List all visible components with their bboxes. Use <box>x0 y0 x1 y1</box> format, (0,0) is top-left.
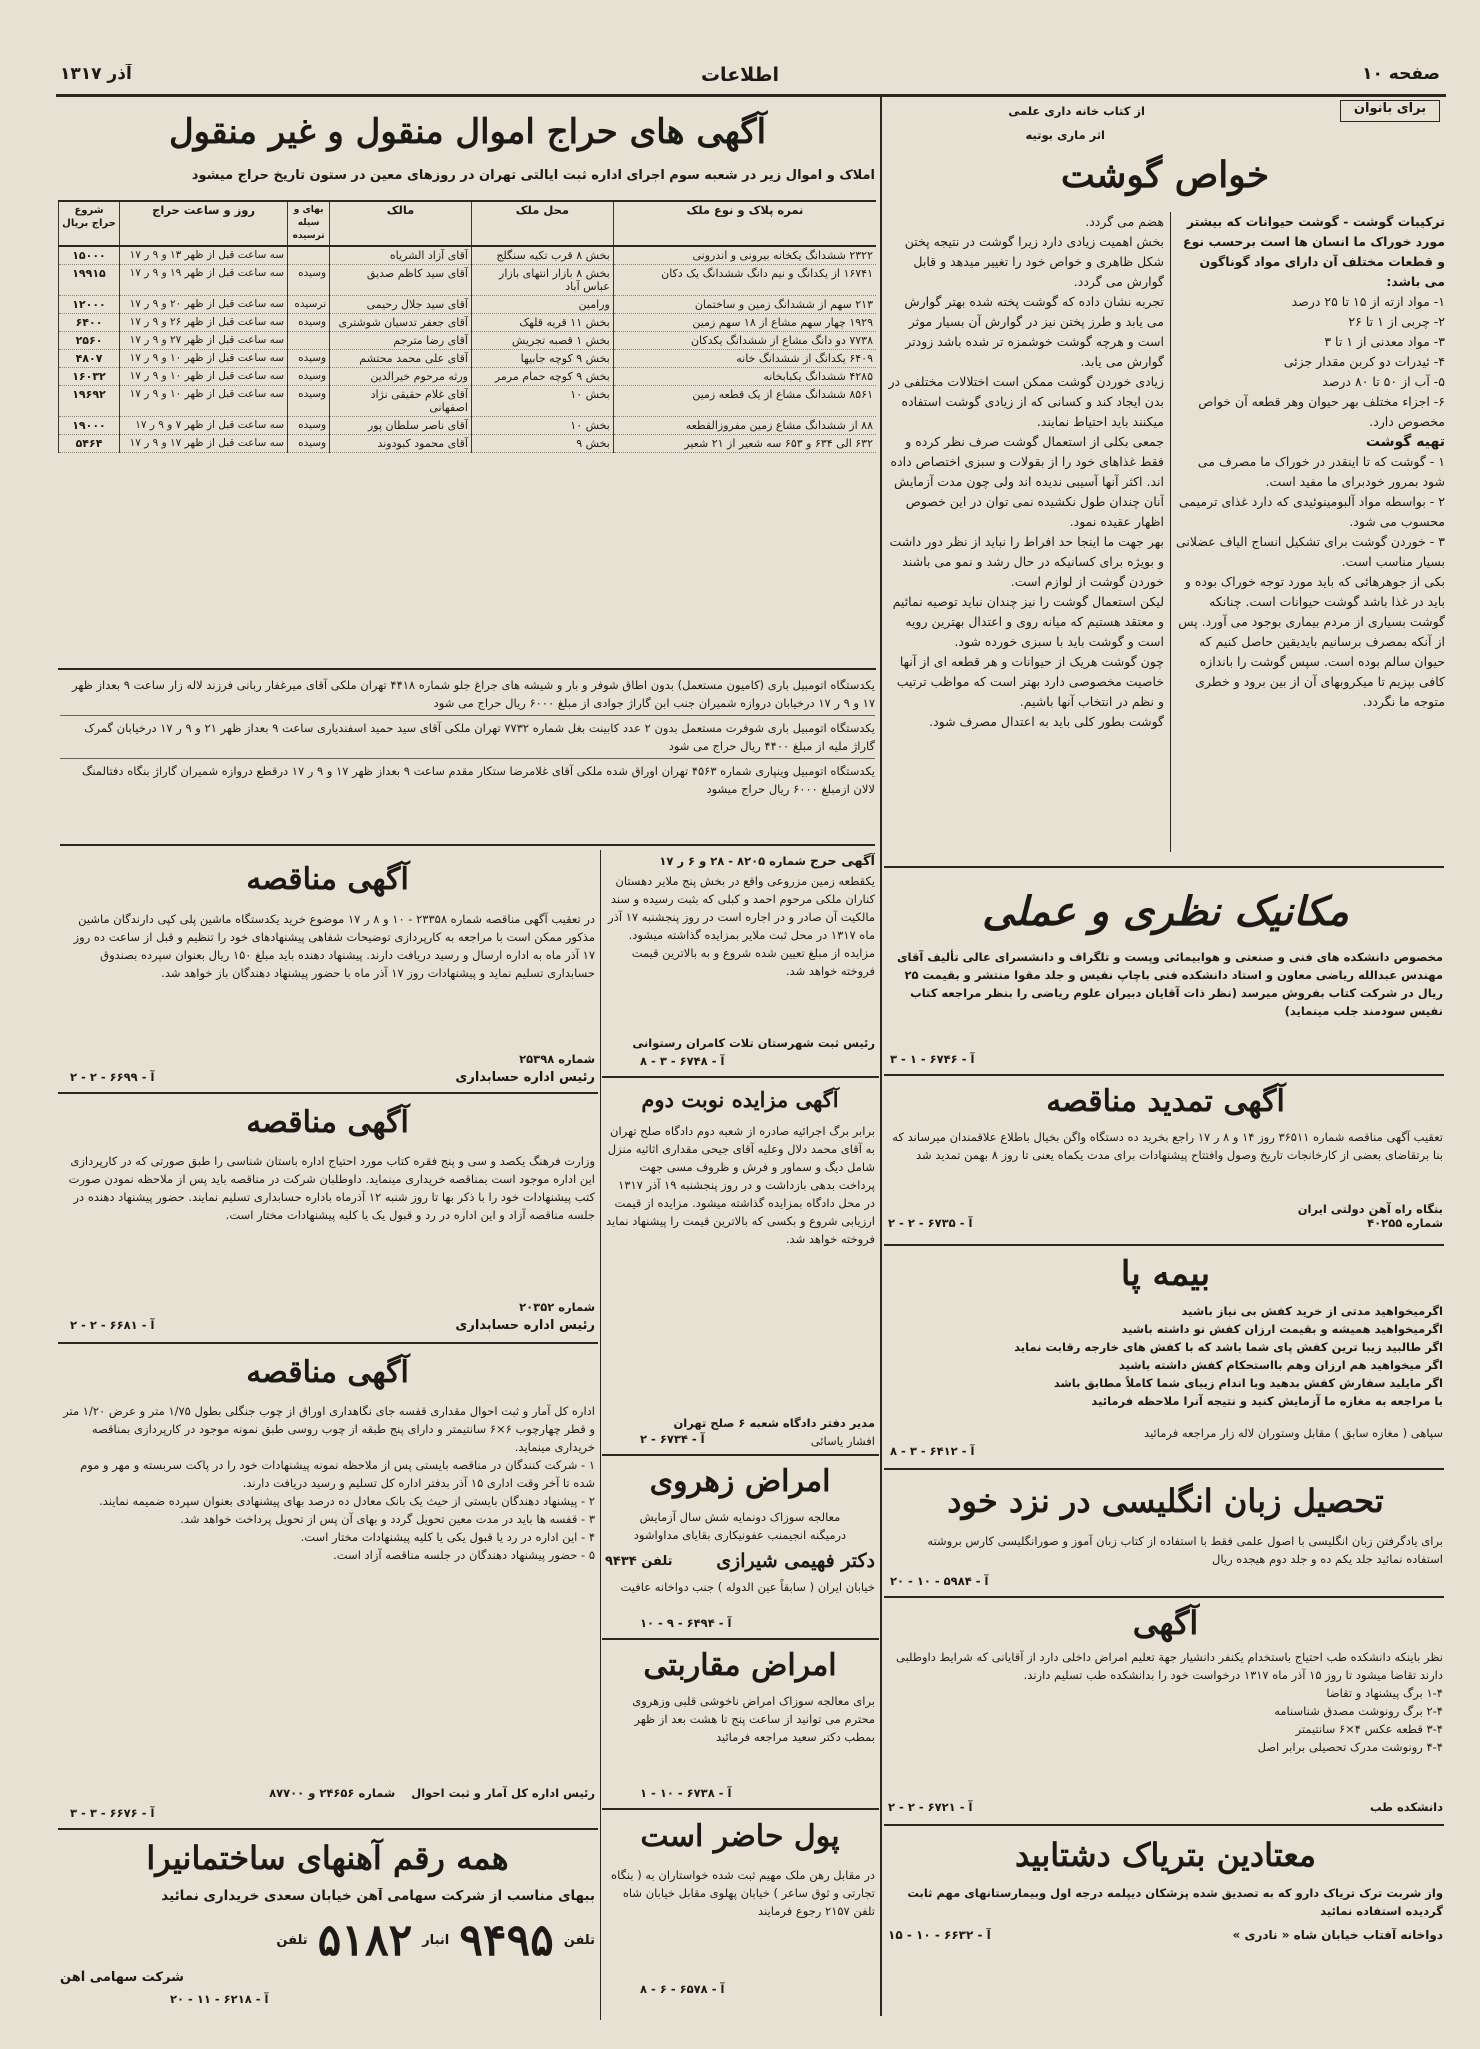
article-paragraph: هضم می گردد. <box>1085 214 1164 229</box>
table-cell: ۱۶۰۳۲ <box>59 368 120 386</box>
addicts-ad-title: معتادین بتریاک دشتابید <box>1014 1836 1317 1874</box>
table-cell: ۲۱۳ سهم از ششدانگ زمین و ساختمان <box>613 296 876 314</box>
ad-divider <box>884 866 1444 868</box>
faculty-ad-title: آگهی <box>1132 1604 1199 1642</box>
table-cell: ۱۲۰۰۰ <box>59 296 120 314</box>
table-cell: سه ساعت قبل از ظهر ۲۷ و ۹ ر ۱۷ <box>120 332 288 350</box>
table-cell: ۸۵۶۱ ششدانگ مشاع از یک قطعه زمین <box>613 386 876 417</box>
faculty-ad-code: آ - ۶۷۲۱ - ۲ - ۲ <box>888 1800 973 1814</box>
tender2-code: آ - ۶۶۸۱ - ۲ - ۲ <box>70 1318 155 1332</box>
table-cell: وسیده <box>288 350 330 368</box>
table-cell: ۸۸ از ششدانگ مشاع زمین مفروزالقطعه <box>613 417 876 435</box>
article-paragraph: جمعی بکلی از استعمال گوشت صرف نظر کرده و فقط غذاهای خود را از بقولات و سبزی اختصاص داده اند. اکثر آنها آسیبی ندیده اند ولی چون مدت آزمایش آنان چندان طول نکشیده نمی توان در این خصوص اظهار عقیده نمود. <box>890 434 1164 529</box>
phone-number: ۹۴۹۵ <box>459 1914 554 1966</box>
table-cell: ۱۵۰۰۰ <box>59 246 120 265</box>
phone-label: تلفن <box>563 1932 595 1948</box>
addicts-ad-address: دواخانه آفتاب خیابان شاه « نادری » <box>1232 1928 1443 1942</box>
tender2-sign: رئیس اداره حسابداری <box>455 1318 595 1333</box>
insurance-ad-code: آ - ۶۴۱۲ - ۳ - ۸ <box>890 1444 975 1458</box>
article-list-item: ۱- مواد ازته از ۱۵ تا ۲۵ درصد <box>1291 294 1445 309</box>
article-paragraph: بهر جهت ما اینجا حد افراط را نباید از نظر دور داشت و بویژه برای کسانیکه در حال رشد و نمو می باشند خوردن گوشت از لوازم است. <box>889 534 1164 589</box>
masthead-rule <box>56 94 1446 97</box>
doctor-ad1-doctor-line <box>605 1546 875 1576</box>
table-cell: آقای غلام حقیقی نژاد اصفهانی <box>330 386 472 417</box>
tender3-item: ۵ - حضور پیشنهاد دهندگان در جلسه مناقصه آزاد است. <box>333 1548 595 1562</box>
mechanics-ad-code: آ - ۶۷۴۶ - ۱ - ۳ <box>890 1052 975 1066</box>
col-header: شروع حراج بریال <box>59 202 120 246</box>
table-cell: نرسیده <box>288 296 330 314</box>
english-ad-text: برای یادگرفتن زبان انگلیسی با اصول علمی فقط با استفاده از کتاب زبان آموز و صورانگلیسی کارس بروشته استفاده نمائید جلد یکم ده و جلد دوم هیجده ریال <box>927 1534 1443 1566</box>
tender3-sign: رئیس اداره کل آمار و ثبت احوال <box>411 1786 595 1800</box>
table-cell: سه ساعت قبل از ظهر ۱۷ و ۹ ر ۱۷ <box>120 435 288 453</box>
article-list-item: ۳- مواد معدنی از ۱ تا ۳ <box>1324 334 1445 349</box>
tender1-text: در تعقیب آگهی مناقصه شماره ۲۳۳۵۸ - ۱۰ و ۸ ر ۱۷ موضوع خرید یکدستگاه ماشین پلی کپی دارندگان ماشین مذکور ممکن است با مراجعه به کارپردازی توضیحات شفاهی پیشنهادهای خود را تنظیم و قبل از ساعت ده روز ۱۷ آذر ماه به اداره ارسال و رسید دریافت دارند. پیشنهاد دهنده باید مبلغ ۱۵۰ ریال بعنوان سپرده بصندوق حسابداری تسلیم نماید و پیشنهادات روز ۱۷ آذر ماه با حضور پیشنهاد دهندگان باز خواهد شد. <box>73 912 595 980</box>
article-column-divider <box>1170 212 1171 852</box>
article-list-item: ۶- اجزاء مختلف بهر حیوان وهر قطعه آن خواص مخصوص دارد. <box>1198 394 1445 429</box>
page-date: آذر ۱۳۱۷ <box>60 64 132 84</box>
ad-divider <box>602 1808 879 1810</box>
english-ad-title: تحصیل زبان انگلیسی در نزد خود <box>947 1482 1384 1520</box>
tender2-text: وزارت فرهنگ یکصد و سی و پنج فقره کتاب مورد احتیاج اداره باستان شناسی را طبق صورتی که در کارپردازی این اداره موجود است بمناقصه خریداری مینماید. داوطلبان شرکت در مناقصه باید پس از ملاحظه نمودن صورت کتب پیشنهادات خود را با ذکر بها تا روز شنبه ۱۲ آذرماه باداره حسابداری تسلیم نمایند. حضور پیشنهاد دهنده در جلسه مناقصه آزاد و این اداره در رد و قبول یک یا کلیه پیشنهادات مختار است. <box>68 1154 595 1222</box>
auction-subtitle: املاک و اموال زیر در شعبه سوم اجرای اداره ثبت ایالتی تهران در روزهای معین در ستون تاریخ حراج میشود <box>191 168 875 183</box>
faculty-ad-item: ۲-۴ برگ رونوشت مصدق شناسنامه <box>1274 1704 1443 1718</box>
table-cell: آقای محمود کبودوند <box>330 435 472 453</box>
article-col-right <box>1175 212 1445 852</box>
tender3-text <box>60 1402 595 1782</box>
insurance-ad-title: بیمه پا <box>1120 1254 1211 1294</box>
table-cell: سه ساعت قبل از ظهر ۱۳ و ۹ ر ۱۷ <box>120 246 288 265</box>
mid-auction-number <box>605 852 875 870</box>
auction-note: یکدستگاه اتومبیل باری شوفرت مستعمل بدون ۲ عدد کابینت بغل شماره ۷۷۳۲ تهران ملکی آقای سید حمید اسفندیاری ساعت ۹ بعداز ظهر ۲۱ و ۹ ر ۱۷ درخیابان گمرک گاراژ ملیه از مبلغ ۴۴۰۰ ریال حراج می شود <box>60 716 875 759</box>
mid-auction-title: آگهی حرج <box>809 854 875 869</box>
article-paragraph: زیادی خوردن گوشت ممکن است اختلالات مختلفی در بدن ایجاد کند و کسانی که از زیادی گوشت استفاده میکنند باید احتیاط نمایند. <box>888 374 1164 429</box>
tender3-item: ۳ - قفسه ها باید در مدت معین تحویل گردد و بهای آن پس از تحویل پرداخت خواهد شد. <box>180 1512 595 1526</box>
auction-vehicle-notes <box>60 676 875 846</box>
auction-table-wrap <box>58 200 876 670</box>
table-cell: بخش ۸ بازار انتهای بازار عباس آباد <box>471 265 613 296</box>
money-ad-text: در مقابل رهن ملک مهیم ثبت شده خواستاران به ( بنگاه تجارتی و ثوق ساعر ) خیابان پهلوی مقابل خیابان شاه تلفن ۲۱۵۷ رجوع فرمایند <box>611 1868 875 1918</box>
insurance-line: اگرمیخواهید مدتی از خرید کفش بی نیاز باشید <box>1181 1304 1443 1318</box>
table-cell: ۴۲۸۵ ششدانگ یکبابخانه <box>613 368 876 386</box>
ad-divider <box>58 1092 598 1094</box>
iron-ad-phones <box>60 1912 595 1968</box>
table-row <box>59 314 877 332</box>
table-cell: آقای جعفر تدسیان شوشتری <box>330 314 472 332</box>
article-list-item: ۴- ئیدرات دو کربن مقدار جزئی <box>1283 354 1445 369</box>
table-cell: ۶۳۲ الی ۶۳۴ و ۶۵۳ سه شعیر از ۲۱ شعیر <box>613 435 876 453</box>
extended-tender-code: آ - ۶۷۳۵ - ۲ - ۲ <box>888 1216 973 1230</box>
table-cell: ۷۷۳۸ دو دانگ مشاع از ششدانگ یکدکان <box>613 332 876 350</box>
table-row <box>59 296 877 314</box>
ad-divider <box>884 1244 1444 1246</box>
table-cell: وسیده <box>288 265 330 296</box>
faculty-ad-sign: دانشکده طب <box>1370 1800 1443 1814</box>
tender3-item: ۱ - شرکت کنندگان در مناقصه بایستی پس از ملاحظه نمونه پیشنهادات خود را در پاکت سربسته و مهر و موم شده تا آخر وقت اداری ۱۵ آذر بدفتر اداره کل تسلیم و رسید دریافت دارند. <box>80 1458 595 1490</box>
article-subheading: تهیه گوشت <box>1365 434 1445 450</box>
phone-number: ۵۱۸۲ <box>317 1914 413 1966</box>
extended-tender-footer <box>888 1202 1443 1238</box>
table-cell: آقای ناصر سلطان پور <box>330 417 472 435</box>
table-cell: آقای رضا مترجم <box>330 332 472 350</box>
tender3-intro: اداره کل آمار و ثبت احوال مقداری قفسه جای نگاهداری اوراق از چوب جنگلی بطول ۱/۷۵ متر و عرض ۱/۲۰ متر و قطر چهارچوب ۶×۶ سانتیمتر و دارای پنج طبقه از چوب روسی طبق نمونه موجود در کارپردازی بمناقصه خریداری مینماید. <box>63 1404 595 1454</box>
article-list-item: ۵- آب از ۵۰ تا ۸۰ درصد <box>1322 374 1445 389</box>
table-cell: آقای سید کاظم صدیق <box>330 265 472 296</box>
extended-tender-title: آگهی تمدید مناقصه <box>1046 1084 1285 1119</box>
article-paragraph: چون گوشت هریک از حیوانات و هر قطعه ای از آنها خاصیت مخصوصی دارد بهتر است که مواظب ترتیب و نظم در انتخاب آنها باشیم. <box>896 654 1164 709</box>
ad-divider <box>884 1468 1444 1470</box>
article-paragraph: لیکن استعمال گوشت را نیز چندان نباید توصیه نمائیم و معتقد هستیم که میانه روی و اعتدال بهترین رویه است و گوشت باید با سبزی خورده شود. <box>892 594 1164 649</box>
money-ad-code: آ - ۶۵۷۸ - ۶ - ۸ <box>640 1982 725 1996</box>
article-paragraph: بخش اهمیت زیادی دارد زیرا گوشت در نتیجه پختن شکل ظاهری و خواص خود را تغییر میدهد و قابل گوارش می گردد. <box>904 234 1164 289</box>
table-cell: ۶۴۰۹ یکدانگ از ششدانگ خانه <box>613 350 876 368</box>
table-cell: بخش ۱ قصبه تجریش <box>471 332 613 350</box>
auction-note: یکدستگاه اتومبیل وینپاری شماره ۴۵۶۳ تهران اوراق شده ملکی آقای غلامرضا ستکار مقدم ساعت ۹ بعداز ظهر ۱۷ و ۹ ر ۱۷ درقطع دروازه شمیران گاراژ بنگاه دفتالمنگ لالان ازمبلغ ۶۰۰۰ ریال حراج میشود <box>82 764 875 796</box>
table-cell: ۲۳۲۲ ششدانگ یکخانه بیرونی و اندرونی <box>613 246 876 265</box>
mechanics-ad-text: مخصوص دانشکده های فنی و صنعتی و هوابیمائی وپست و تلگراف و دانشسرای عالی تألیف آقای مهندس عبدالله ریاضی معاون و استاد دانشکده فنی باچاپ نفیس و جلد مقوا منتشر و بقیمت ۲۵ ریال در شرکت کتاب بفروش میرسد (نظر ذات آقایان دبیران علوم ریاضی را بنظر مراجعه کتاب نفیس سودمند جلب مینماید) <box>897 950 1443 1018</box>
table-cell: ۲۵۶۰ <box>59 332 120 350</box>
addicts-ad-code: آ - ۶۶۳۲ - ۱۰ - ۱۵ <box>888 1928 991 1942</box>
table-cell: ۱۹۶۹۲ <box>59 386 120 417</box>
table-cell: وسیده <box>288 435 330 453</box>
article-paragraph: ۱ - گوشت که تا اینقدر در خوراک ما مصرف می شود بمرور خودبرای ما مفید است. <box>1197 454 1445 489</box>
ad-divider <box>58 1342 598 1344</box>
english-ad-code: آ - ۵۹۸۴ - ۱۰ - ۲۰ <box>890 1574 989 1588</box>
auction-title: آگهی های حراج اموال منقول و غیر منقول <box>168 112 767 152</box>
table-cell: بخش ۹ <box>471 435 613 453</box>
table-cell: ۶۴۰۰ <box>59 314 120 332</box>
addicts-ad-footer <box>888 1928 1443 1950</box>
left-column-divider <box>600 850 601 2020</box>
warehouse-label: انبار <box>422 1932 450 1948</box>
tender3-number-text: شماره ۲۴۶۵۶ و ۸۷۷۰۰ <box>269 1786 396 1800</box>
faculty-ad-text <box>888 1648 1443 1798</box>
table-cell: ورثه مرحوم خیرالدین <box>330 368 472 386</box>
tender3-number <box>60 1786 595 1804</box>
table-cell: سه ساعت قبل از ظهر ۷ و ۹ ر ۱۷ <box>120 417 288 435</box>
tender1-number: شماره ۲۵۳۹۸ <box>519 1052 595 1066</box>
doctor-phone: تلفن ۹۴۳۴ <box>605 1553 673 1569</box>
faculty-ad-item: ۱-۴ برگ پیشنهاد و تقاضا <box>1326 1686 1443 1700</box>
women-section-label: برای بانوان <box>1340 100 1440 122</box>
ad-divider <box>884 1074 1444 1076</box>
table-cell: بخش ۹ کوچه حمام مرمر <box>471 368 613 386</box>
table-cell: وسیده <box>288 314 330 332</box>
mid-auction-code: آ - ۶۷۴۸ - ۳ - ۸ <box>640 1054 725 1068</box>
ad-divider <box>58 1828 598 1830</box>
table-cell: ۱۹۰۰۰ <box>59 417 120 435</box>
second-auction-code: آ - ۶۷۳۴ - ۲ <box>640 1432 705 1446</box>
ad-divider <box>884 1596 1444 1598</box>
table-cell: سه ساعت قبل از ظهر ۱۰ و ۹ ر ۱۷ <box>120 386 288 417</box>
faculty-ad-footer <box>888 1800 1443 1820</box>
table-row <box>59 350 877 368</box>
table-cell: ورامین <box>471 296 613 314</box>
doctor-ad1-code: آ - ۶۴۹۴ - ۹ - ۱۰ <box>640 1616 732 1630</box>
doctor-ad1-line2: درمیگنه انجیمنب عفونیکاری بقایای مداواشود <box>633 1528 847 1542</box>
tender1-title: آگهی مناقصه <box>246 862 409 897</box>
doctor-name: دکتر فهیمی شیرازی <box>716 1550 875 1572</box>
article-paragraph: ۳ - خوردن گوشت برای تشکیل انساج الیاف عضلانی بسیار مناسب است. <box>1176 534 1445 569</box>
paper-name: اطلاعات <box>700 64 780 86</box>
second-auction-text: برابر برگ اجرائیه صادره از شعبه دوم دادگاه صلح تهران به آقای محمد دلال وعلیه آقای جیحی مقداری اثاثیه منزل شامل دیگ و سماور و فرش و ظروف مسی جهت پرداخت بدهی بازداشت و در روز پنجشنبه ۱۹ آذر ۱۳۱۷ در محل دادگاه بمزایده گذاشته میشود. مزایده از قیمت ارزیابی شروع و بکسی که بالاترین قیمت را پیشنهاد نماید فروخته خواهد شد. <box>605 1124 875 1246</box>
insurance-line: اگر میخواهید هم ارزان وهم بااستحکام کفش داشته باشید <box>1118 1358 1443 1372</box>
table-cell <box>288 332 330 350</box>
addicts-ad-text: واز شربت ترک تریاک دارو که به تصدیق شده پزشکان دیپلمه درجه اول وبیمارستانهای مهم ثابت گردیده استفاده نمائید <box>907 1886 1443 1918</box>
article-paragraph: ترکیبات گوشت - گوشت حیوانات که بیشتر مورد خوراک ما انسان ها است برحسب نوع و قطعات مختلف آن دارای مواد گوناگون می باشد: <box>1183 214 1445 289</box>
auction-note: یکدستگاه اتومبیل باری (کامیون مستعمل) بدون اطاق شوفر و بار و شیشه های جراغ جلو شماره ۴۴۱۸ تهران ملکی آقای میرغفار ربانی فرزند لاله زار ساعت ۹ بعداز ظهر ۱۷ و ۹ ر ۱۷ درخیابان دروازه شمیران جنب ابن گاراژ جوادی از مبلغ ۶۰۰۰ ریال حراج می شود <box>60 676 875 716</box>
insurance-ad-address: سپاهی ( مغازه سابق ) مقابل وستوران لاله زار مراجعه فرمائید <box>1144 1426 1443 1440</box>
table-cell: آقای سید جلال رحیمی <box>330 296 472 314</box>
ad-divider <box>602 1638 879 1640</box>
doctor-ad2-code: آ - ۶۷۳۸ - ۱۰ - ۱ <box>640 1786 732 1800</box>
doctor-ad1-address: خیابان ایران ( سابقاً عین الدوله ) جنب دواخانه عافیت <box>620 1580 875 1594</box>
extended-tender-number: شماره ۴۰۲۵۵ <box>1367 1216 1443 1230</box>
table-row <box>59 435 877 453</box>
article-paragraph: تجربه نشان داده که گوشت پخته شده بهتر گوارش می یابد و طرز پختن نیز در گوارش آن بسیار موثر است و هرچه گوشت خوشمزه تر شده باشد زودتر گوارش می یابد. <box>904 294 1164 369</box>
mid-auction-text: یکقطعه زمین مزروعی واقع در بخش پنج ملایر دهستان کناران ملکی مرحوم احمد و کبلی که بثبت رسیده و سند مالکیت آن صادر و در اجاره است در روز پنجشنبه ۱۷ آذر ماه ۱۳۱۷ در محل ثبت ملایر بمزایده گذاشته میشود. مزایده از مبلغ تعیین شده شروع و به بالاترین قیمت فروخته خواهد شد. <box>608 874 875 978</box>
mid-auction-number-text: شماره ۸۲۰۵ - ۲۸ و ۶ ر ۱۷ <box>659 854 806 868</box>
table-cell: وسیده <box>288 368 330 386</box>
iron-ad-company: شرکت سهامی آهن <box>60 1970 184 1985</box>
tender3-code: آ - ۶۶۷۶ - ۳ - ۳ <box>70 1806 155 1820</box>
iron-ad-text: ببهای مناسب از شرکت سهامی آهن خیابان سعدی خریداری نمائید <box>161 1888 595 1904</box>
col-header: بهای و سیله ترسیده <box>288 202 330 246</box>
mid-auction-sign: رئیس ثبت شهرستان تلات کامران رستوانی <box>632 1036 875 1050</box>
table-row <box>59 246 877 265</box>
table-cell: سه ساعت قبل از ظهر ۱۰ و ۹ ر ۱۷ <box>120 350 288 368</box>
doctor-ad2-text: برای معالجه سوزاک امراض ناخوشی قلبی وزهروی محترم می توانید از ساعت پنج تا هشت بعد از ظهر بمطب دکتر سعید مراجعه فرمائید <box>632 1694 875 1744</box>
ad-divider <box>602 1076 879 1078</box>
table-cell: سه ساعت قبل از ظهر ۱۹ و ۹ ر ۱۷ <box>120 265 288 296</box>
doctor-ad2-title: امراض مقاربتی <box>643 1648 837 1683</box>
table-cell: بخش ۸ قرب تکیه سنگلج <box>471 246 613 265</box>
tender1-sign: رئیس اداره حسابداری <box>455 1070 595 1085</box>
table-cell: وسیده <box>288 386 330 417</box>
auction-table <box>58 202 876 453</box>
insurance-line: با مراجعه به مغازه ما آزمایش کنید و نتیجه آنرا ملاحظه فرمائید <box>1091 1394 1443 1408</box>
article-paragraph: گوشت بطور کلی باید به اعتدال مصرف شود. <box>929 714 1164 729</box>
insurance-line: اگر مایلید سفارش کفش بدهید وبا اندام زیبای شما کاملاً مطابق باشد <box>1053 1376 1443 1390</box>
second-auction-sign: مدیر دفتر دادگاه شعبه ۶ صلح تهران <box>673 1416 875 1430</box>
col-header: روز و ساعت حراج <box>120 202 288 246</box>
table-cell: بخش ۱۱ قریه قلهک <box>471 314 613 332</box>
tender1-code: آ - ۶۶۹۹ - ۲ - ۲ <box>70 1070 155 1084</box>
table-cell: سه ساعت قبل از ظهر ۲۶ و ۹ ر ۱۷ <box>120 314 288 332</box>
tender3-title: آگهی مناقصه <box>246 1355 409 1390</box>
tender3-item: ۲ - پیشنهاد دهندگان بایستی از حیث یک بانک معادل ده درصد بهای پیشنهادی بعنوان سپرده ضمیمه نمایند. <box>99 1494 595 1508</box>
insurance-line: اگرمیخواهید همیشه و بقیمت ارزان کفش نو داشته باشید <box>1121 1322 1443 1336</box>
table-cell: بخش ۱۰ <box>471 417 613 435</box>
insurance-ad-lines <box>888 1302 1443 1422</box>
article-col-left <box>888 212 1164 852</box>
second-auction-title: آگهی مزایده نوبت دوم <box>641 1087 839 1112</box>
table-cell: ۱۶۷۴۱ از یکدانگ و نیم دانگ ششدانگ یک دکان <box>613 265 876 296</box>
col-header: محل ملک <box>471 202 613 246</box>
col-header: مالک <box>330 202 472 246</box>
ad-divider <box>602 1454 879 1456</box>
table-row <box>59 332 877 350</box>
table-row <box>59 265 877 296</box>
insurance-line: اگر طالبید زیبا ترین کفش پای شما باشد که با کفش های خارجه رقابت نماید <box>1014 1340 1443 1354</box>
col-header: نمره پلاک و نوع ملک <box>613 202 876 246</box>
table-cell: سه ساعت قبل از ظهر ۱۰ و ۹ ر ۱۷ <box>120 368 288 386</box>
money-ad-title: پول حاضر است <box>640 1819 840 1854</box>
main-column-divider <box>880 96 882 2016</box>
faculty-ad-item: ۴-۴ رونوشت مدرک تحصیلی برابر اصل <box>1257 1740 1443 1754</box>
article-title: خواص گوشت <box>1060 154 1270 196</box>
iron-ad-title: همه رقم آهنهای ساختمانیرا <box>146 1839 509 1877</box>
page-number: صفحه ۱۰ <box>1362 64 1440 84</box>
table-cell: سه ساعت قبل از ظهر ۲۰ و ۹ ر ۱۷ <box>120 296 288 314</box>
article-paragraph: بکی از جوهرهائی که باید مورد توجه خوراک بوده و باید در غذا باشد گوشت حیوانات است. چنانکه گوشت بسیاری از مردم بیماری بوجود می آورد. پس از آنکه بمصرف برسانیم بایدیقین حاصل کنیم که حیوان سالم بوده است. سپس گوشت را باندازه کافی بپزیم تا میکروبهای آن از بین برود و خطری متوجه ما نگردد. <box>1178 574 1445 709</box>
faculty-ad-intro: نظر باینکه دانشکده طب احتیاج باستخدام یکنفر دانشیار جهة تعلیم امراض داخلی دارد از آقایانی که شرایط داوطلبی دارند تقاضا میشود تا روز ۱۵ آذر ماه ۱۳۱۷ درخواست خود را بدانشکده طب تسلیم دارند. <box>895 1650 1443 1682</box>
table-row <box>59 368 877 386</box>
table-cell: بخش ۱۰ <box>471 386 613 417</box>
faculty-ad-item: ۳-۴ قطعه عکس ۴×۶ سانتیمتر <box>1295 1722 1443 1736</box>
table-cell <box>288 246 330 265</box>
ad-divider <box>884 1824 1444 1826</box>
book-source: از کتاب خانه داری علمی <box>1008 104 1145 118</box>
phone-label: تلفن <box>276 1932 308 1948</box>
extended-tender-text: تعقیب آگهی مناقصه شماره ۳۶۵۱۱ روز ۱۴ و ۸ ر ۱۷ راجع بخرید ده دستگاه واگن بخیال باطلاع علاقمندان میرساند که بنا برتقاضای بعضی از کارخانجات تاریخ وصول وافتتاح پیشنهادات برای مدت یکماه یعنی تا روز ۸ بهمن تمدید شد <box>892 1130 1443 1162</box>
table-cell: آقای آزاد الشریاه <box>330 246 472 265</box>
table-row <box>59 386 877 417</box>
tender3-item: ۴ - این اداره در رد یا قبول یکی یا کلیه پیشنهادات مختار است. <box>300 1530 595 1544</box>
article-paragraph: ۲ - بواسطه مواد آلبومینوئیدی که دارد غذای ترمیمی محسوب می شود. <box>1179 494 1445 529</box>
book-author: اثر ماری بوتیه <box>1025 128 1105 142</box>
table-cell: ۱۹۹۱۵ <box>59 265 120 296</box>
table-row <box>59 417 877 435</box>
iron-ad-code: آ - ۶۲۱۸ - ۱۱ - ۲۰ <box>170 1992 269 2006</box>
table-cell: ۱۹۲۹ چهار سهم مشاع از ۱۸ سهم زمین <box>613 314 876 332</box>
table-cell: بخش ۹ کوچه جابیها <box>471 350 613 368</box>
table-cell: وسیده <box>288 417 330 435</box>
auction-header-row <box>59 202 877 246</box>
table-cell: آقای علی محمد محتشم <box>330 350 472 368</box>
doctor-ad1-title: امراض زهروی <box>649 1464 831 1499</box>
second-auction-name: افشار یاسائی <box>810 1434 875 1448</box>
table-cell: ۵۴۶۴ <box>59 435 120 453</box>
table-cell: ۴۸۰۷ <box>59 350 120 368</box>
doctor-ad1-line1: معالجه سوزاک دونمایه شش سال آزمایش <box>639 1510 841 1524</box>
tender2-number: شماره ۲۰۳۵۲ <box>519 1300 595 1314</box>
article-list-item: ۲- چربی از ۱ تا ۲۶ <box>1348 314 1445 329</box>
extended-tender-sign: بنگاه راه آهن دولتی ایران <box>1297 1202 1443 1216</box>
tender2-title: آگهی مناقصه <box>246 1105 409 1140</box>
mechanics-ad-title: مکانیک نظری و عملی <box>982 888 1349 935</box>
